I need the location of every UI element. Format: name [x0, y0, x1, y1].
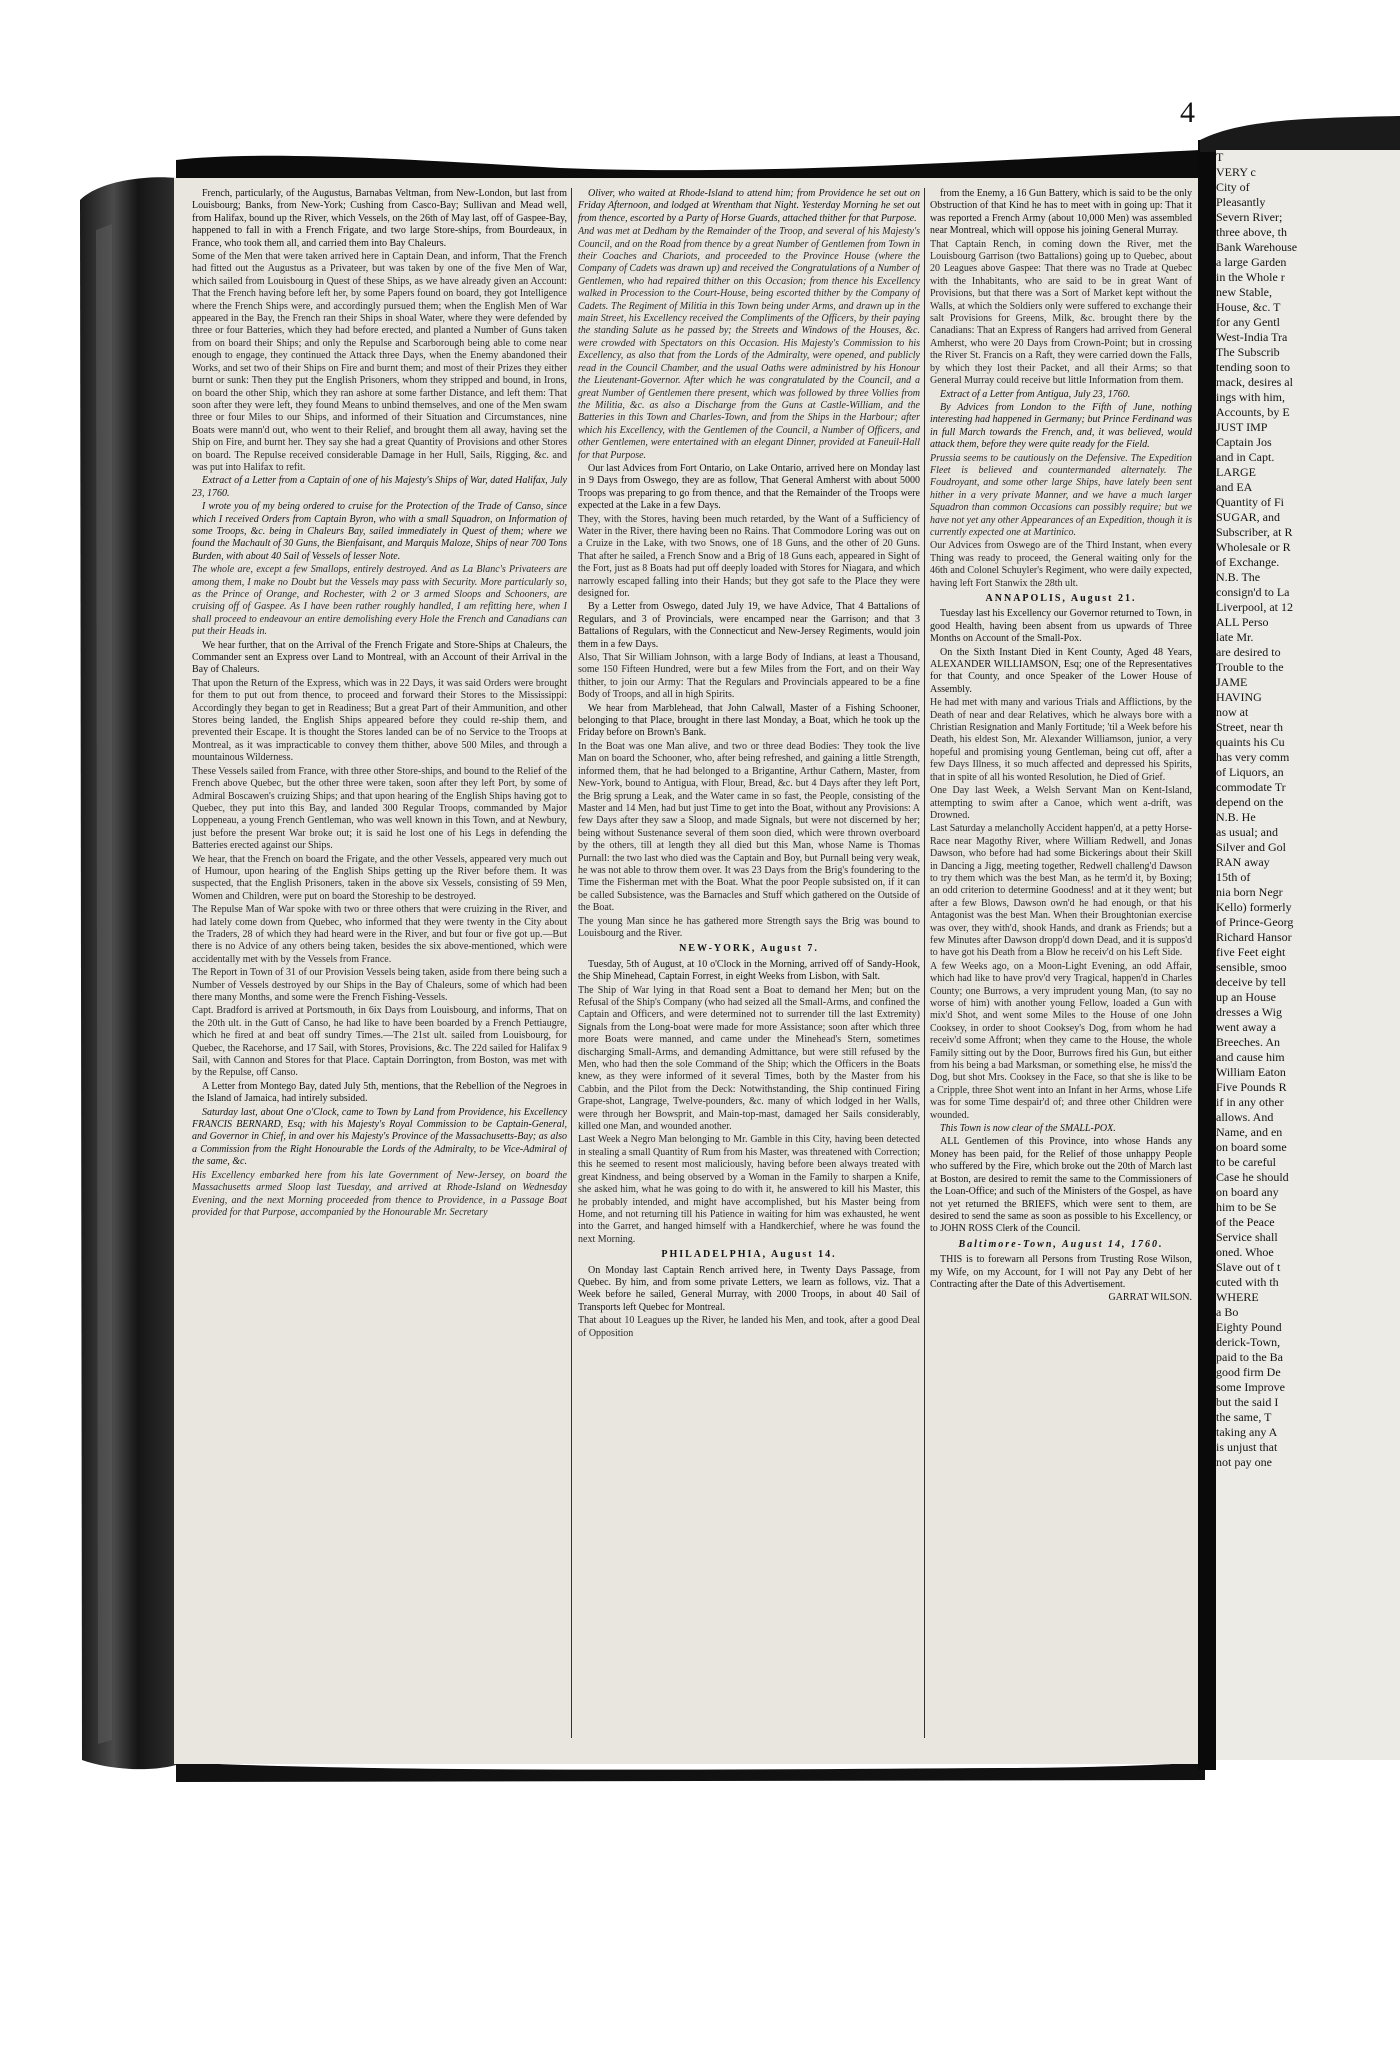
article-paragraph: Prussia seems to be cautiously on the Defensive. The Expedition Fleet is believed and countermanded alternately. The Foudroyant, and some other large Ships, have lately been sent hither in a very private Manner, and we have a much larger Squadron than common Occasions can possibly require; but we have not yet any other Appearances of an Expedition, though it is currently expected one at Martinico. — [930, 452, 1192, 538]
facing-page-line: derick-Town, — [1216, 1335, 1281, 1349]
smallpox-notice: This Town is now clear of the SMALL-POX. — [940, 1123, 1116, 1135]
letter-heading: Extract of a Letter from Antigua, July 23, 1760. — [940, 388, 1131, 400]
dateline-new-york: NEW-YORK, August 7. — [679, 943, 819, 955]
article-paragraph: We hear further, that on the Arrival of the French Frigate and Store-Ships at Chaleurs, the Commander sent an Express over Land to Montreal, with an Account of their Arrival in the Bay of Chaleurs. — [192, 639, 567, 676]
binding-edge — [80, 177, 176, 1769]
facing-page-line: and in Capt. — [1216, 450, 1275, 464]
facing-page-line: not pay one — [1216, 1455, 1272, 1469]
newspaper-page — [174, 178, 1198, 1764]
facing-page-line: a Bo — [1216, 1305, 1239, 1319]
article-paragraph: By a Letter from Oswego, dated July 19, we have Advice, That 4 Battalions of Regulars, and 3 of Provincials, were encamped near the Garrison; and that 3 Battalions of Regulars, with the Connecticut and New-Jersey Regiments, would join them in a few Days. — [578, 601, 920, 650]
facing-page-line: William Eaton — [1216, 1065, 1286, 1079]
article-paragraph: On Monday last Captain Rench arrived here, in Twenty Days Passage, from Quebec. By him, and from some private Letters, we learn as follows, viz. That a Week before he sailed, General Murray, with 2000 Troops, in about 40 Sail of Transports left Quebec for Montreal. — [578, 1264, 920, 1313]
facing-page-line: Captain Jos — [1216, 435, 1272, 449]
facing-page-line: on board any — [1216, 1185, 1279, 1199]
facing-page-line: Breeches. An — [1216, 1035, 1280, 1049]
facing-page-line: late Mr. — [1216, 630, 1254, 644]
facing-page-line: Quantity of Fi — [1216, 495, 1284, 509]
column-rule — [924, 188, 925, 1738]
letter-heading: Extract of a Letter from a Captain of one of his Majesty's Ships of War, dated Halifax, July 23, 1760. — [192, 475, 567, 499]
facing-page-line: of the Peace — [1216, 1215, 1275, 1229]
facing-page-line: on board some — [1216, 1140, 1287, 1154]
facing-page-line: three above, th — [1216, 225, 1287, 239]
article-paragraph: Last Week a Negro Man belonging to Mr. Gamble in this City, having been detected in stealing a small Quantity of Rum from his Master, was threatened with Correction; this he seemed to resent most maliciously, having before been always treated with great Kindness, and being observed by a Woman in the Family to sharpen a Knife, she asked him, what he was going to do with it, he answered to kill his Master, this he probably intended, and might have accomplished, but his Master being from Home, and not returning till his Patience in waiting for him was exhausted, he went into the Garret, and hanged himself with a Handkerchief, where he was found the next Morning. — [578, 1134, 920, 1245]
facing-page-line: Silver and Gol — [1216, 840, 1286, 854]
facing-page-line: went away a — [1216, 1020, 1276, 1034]
facing-page-line: Trouble to the — [1216, 660, 1284, 674]
article-column-3 — [930, 188, 1192, 1748]
facing-page-line: and cause him — [1216, 1050, 1285, 1064]
facing-page-line: mack, desires al — [1216, 375, 1293, 389]
facing-page-line: for any Gentl — [1216, 315, 1280, 329]
facing-page-line: House, &c. T — [1216, 300, 1281, 314]
advertisement-signature: GARRAT WILSON. — [1108, 1292, 1192, 1304]
facing-page-line: Five Pounds R — [1216, 1080, 1287, 1094]
facing-page-line: Accounts, by E — [1216, 405, 1290, 419]
facing-page-line: N.B. The — [1216, 570, 1261, 584]
advertisement-heading: Baltimore-Town, August 14, 1760. — [958, 1238, 1164, 1250]
facing-page-line: Richard Hansor — [1216, 930, 1292, 944]
facing-page-line: Eighty Pound — [1216, 1320, 1282, 1334]
article-paragraph: These Vessels sailed from France, with three other Store-ships, and bound to the Relief of the French above Quebec, but the other three were taken, soon after they left Port, by some of Admiral Boscawen's cruizing Ships; and that upon hearing of the English Ships having got to Quebec, they put into this Bay, and landed 300 Regular Troops, commanded by Major Loppeneau, a young French Gentleman, who was well known in this Town, and at Newbury, just before the present War broke out; it is said he lost one of his Legs in defending the Batteries erected against our Ships. — [192, 765, 567, 852]
facing-page-line: HAVING — [1216, 690, 1262, 704]
facing-page-line: good firm De — [1216, 1365, 1281, 1379]
article-paragraph: Last Saturday a melancholly Accident happen'd, at a petty Horse-Race near Magothy River, where William Redwell, and Jonas Dawson, who before had had some Bickerings about their Skill in Dancing a Jigg, meeting together, Redwell challeng'd Dawson to try them which was the best Man, as he term'd it, by Boxing; an odd criterion to determine Goodness! and at it they went; but after a few Blows, Dawson own'd he had enough, or that his Antagonist was the best Man. When their Broughtonian exercise was over, they with'd, shook Hands, and drank as Friends; but a few Minutes after Dawson dropp'd down Dead, and it is suppos'd to have got his Death from a Blow he receiv'd on his Left Side. — [930, 823, 1192, 959]
article-paragraph: They, with the Stores, having been much retarded, by the Want of a Sufficiency of Water in the River, there having been no Rains. That Commodore Loring was out on a Cruize in the Lake, with two Snows, one of 18 Guns, and the other of 20 Guns. That after he sailed, a French Snow and a Brig of 18 Guns each, appeared in Sight of the Fort, just as 8 Boats had put off deeply loaded with Stores for Niagara, and which narrowly escaped falling into their Hands; but they got safe to the Place they were designed for. — [578, 513, 920, 599]
article-paragraph: The Repulse Man of War spoke with two or three others that were cruizing in the River, and had lately come down from Quebec, who informed that they were twenty in the City about the Traders, 28 of which they had heard were in the River, and but four or five got up.—But there is no Advice of any others being taken, besides the six above-mentioned, which were accidentally met with by the Vessels from France. — [192, 904, 567, 965]
article-paragraph: French, particularly, of the Augustus, Barnabas Veltman, from New-London, but last from Louisbourg; Banks, from New-York; Cushing from Casco-Bay; Sullivan and Mead well, from Halifax, bound up the River, which Vessels, on the 26th of May last, off of Gaspee-Bay, happened to fall in with a French Frigate, and two large Store-ships, from Bourdeaux, in France, who took them all, and carried them into Bay Chaleurs. — [192, 188, 567, 249]
facing-page-line: 15th of — [1216, 870, 1251, 884]
advertisement-fire: ALL Gentlemen of this Province, into whose Hands any Money has been paid, for the Relief of those unhappy People who suffered by the Fire, which broke out the 20th of March last at Boston, are desired to remit the same to the Commissioners of the Loan-Office; and such of the Ministers of the Gospel, as have not yet returned the BRIEFS, which were sent to them, are desired to send the same as soon as possible to his Excellency, or to JOHN ROSS Clerk of the Council. — [930, 1136, 1192, 1235]
facing-page-line: taking any A — [1216, 1425, 1278, 1439]
facing-page-line: are desired to — [1216, 645, 1281, 659]
facing-page-line: is unjust that — [1216, 1440, 1278, 1454]
facing-page-line: Pleasantly — [1216, 195, 1266, 209]
facing-page-line: Street, near th — [1216, 720, 1283, 734]
facing-page-line: sensible, smoo — [1216, 960, 1287, 974]
dateline-annapolis: ANNAPOLIS, August 21. — [985, 593, 1137, 604]
facing-page-line: ALL Perso — [1216, 615, 1269, 629]
facing-page-line: Subscriber, at R — [1216, 525, 1293, 539]
article-paragraph: We hear, that the French on board the Frigate, and the other Vessels, appeared very much out of Humour, upon hearing of the English Ships getting up the River before them. It was suspected, that the English Prisoners, taken in the above six Vessels, consisting of 59 Men, Women and Children, were put on board the Storeship to be destroyed. — [192, 853, 567, 902]
facing-page-line: of Exchange. — [1216, 555, 1280, 569]
article-paragraph: from the Enemy, a 16 Gun Battery, which is said to be the only Obstruction of that Kind he has to meet with in going up: That it was reported a French Army (about 10,000 Men) was assembled near Montreal, which will oppose his joining General Murray. — [930, 188, 1192, 237]
facing-page-line: new Stable, — [1216, 285, 1272, 299]
article-paragraph: And was met at Dedham by the Remainder of the Troop, and several of his Majesty's Council, and on the Road from thence by a great Number of Gentlemen from Town in their Coaches and Chariots, and proceeded to the Province House (where the Company of Cadets was drawn up) and received the Congratulations of a Number of Gentlemen, who had repaired thither on this Occasion; from thence his Excellency walked in Procession to the Court-House, being escorted thither by the Company of Cadets. The Regiment of Militia in this Town being under Arms, and drawn up in the main Street, his Excellency received the Compliments of the Officers, by their paying the standing Salute as he passed by; the Streets and Windows of the Houses, &c. were crowded with Spectators on this Occasion. His Majesty's Commission to his Excellency, as also that from the Lords of the Admiralty, were opened, and publicly read in the Council Chamber, and the usual Oaths were administred by his Honour the Lieutenant-Governor. After which he was congratulated by the Council, and a great Number of Gentlemen there present, which was followed by three Vollies from the Militia, &c. as also a Discharge from the Guns at Castle-William, and the Batteries in this Town and Charles-Town, and from the Ships in the Harbour; after which his Excellency, with the Gentlemen of the Council, a Number of Officers, and other Gentlemen, were entertained with an elegant Dinner, provided at Faneuil-Hall for that Purpose. — [578, 226, 920, 461]
article-paragraph: Tuesday last his Excellency our Governor returned to Town, in good Health, having been absent from us upwards of Three Months on Account of the Small-Pox. — [930, 608, 1192, 645]
article-paragraph: The whole are, except a few Smallops, entirely destroyed. And as La Blanc's Privateers are among them, I make no Doubt but the Vessels may pass with Security. More particularly so, as the Prince of Orange, and Rochester, with 2 or 3 armed Sloops and Schooners, are cruising off of Gaspee. As I have been rather roughly handled, I am refitting here, when I shall proceed to endeavour an entire demolishing every Hole the French and Canadians can put their Heads in. — [192, 564, 567, 638]
facing-page-line: of Liquors, an — [1216, 765, 1284, 779]
facing-page-line: if in any other — [1216, 1095, 1284, 1109]
facing-page-line: to be careful — [1216, 1155, 1276, 1169]
facing-page-line: SUGAR, and — [1216, 510, 1281, 524]
article-paragraph: Saturday last, about One o'Clock, came to Town by Land from Providence, his Excellency FRANCIS BERNARD, Esq; with his Majesty's Royal Commission to be Captain-General, and Governor in Chief, in and over his Majesty's Province of the Massachusetts-Bay; as also a Commission from the Right Honourable the Lords of the Admiralty, to be Vice-Admiral of the same, &c. — [192, 1106, 567, 1168]
advertisement-wilson: THIS is to forewarn all Persons from Trusting Rose Wilson, my Wife, on my Account, for I will not Pay any Debt of her Contracting after the Date of this Advertisement. — [930, 1254, 1192, 1290]
article-paragraph: The young Man since he has gathered more Strength says the Brig was bound to Louisbourg and the River. — [578, 915, 920, 939]
facing-page-line: City of — [1216, 180, 1250, 194]
dateline-philadelphia: PHILADELPHIA, August 14. — [661, 1249, 837, 1261]
facing-page-line: but the said I — [1216, 1395, 1279, 1409]
facing-page-line: commodate Tr — [1216, 780, 1286, 794]
facing-page-line: Liverpool, at 12 — [1216, 600, 1293, 614]
facing-page-line: Kello) formerly — [1216, 900, 1292, 914]
article-paragraph: That upon the Return of the Express, which was in 22 Days, it was said Orders were brought for them to put out from thence, to proceed and forward their Stores to the Mississippi: Accordingly they began to get in Readiness; But a great Part of their Ammunition, and other Stores being landed, the English Ships appeared before they could re-ship them, and prevented their Escape. It is thought the Stores landed can be of no Service to the Troops at Montreal, as it was impracticable to convey them thither, above 500 Miles, and through a mountainous Wilderness. — [192, 677, 567, 764]
article-paragraph: That about 10 Leagues up the River, he landed his Men, and took, after a good Deal of Opposition — [578, 1315, 920, 1339]
facing-page-line: T — [1216, 150, 1224, 164]
facing-page-line: dresses a Wig — [1216, 1005, 1282, 1019]
facing-page-line: paid to the Ba — [1216, 1350, 1283, 1364]
article-column-2 — [578, 188, 920, 1748]
facing-page-line: him to be Se — [1216, 1200, 1277, 1214]
facing-page-line: Severn River; — [1216, 210, 1283, 224]
facing-page-line: West-India Tra — [1216, 330, 1288, 344]
article-paragraph: His Excellency embarked here from his late Government of New-Jersey, on board the Massachusetts armed Sloop last Tuesday, and arrived at Rhode-Island on Wednesday Evening, and the next Morning proceeded from thence to Providence, in a Passage Boat provided for that Purpose, accompanied by the Honourable Mr. Secretary — [192, 1169, 567, 1218]
column-rule — [571, 188, 572, 1738]
facing-page-line: allows. And — [1216, 1110, 1274, 1124]
article-column-1 — [192, 188, 567, 1748]
facing-page-line: LARGE — [1216, 465, 1256, 479]
facing-page-line: Case he should — [1216, 1170, 1289, 1184]
facing-page-line: as usual; and — [1216, 825, 1278, 839]
facing-page-line: some Improve — [1216, 1380, 1285, 1394]
facing-page-line: quaints his Cu — [1216, 735, 1285, 749]
facing-page-line: deceive by tell — [1216, 975, 1286, 989]
facing-page-line: depend on the — [1216, 795, 1284, 809]
page-number: 4 — [1180, 96, 1195, 129]
facing-page-line: tending soon to — [1216, 360, 1290, 374]
article-paragraph: Also, That Sir William Johnson, with a large Body of Indians, at least a Thousand, some 150 Fifteen Hundred, were but a few Miles from the Fort, and on their Way thither, to join our Army: That the Regulars and Provincials appeared to be a fine Body of Troops, and all in high Spirits. — [578, 652, 920, 701]
facing-page-line: of Prince-Georg — [1216, 915, 1294, 929]
article-paragraph: The Report in Town of 31 of our Provision Vessels being taken, aside from there being such a Number of Vessels destroyed by our Ships in the Bay of Chaleurs, some of which had been there many Months, and some were the French Fishing-Vessels. — [192, 967, 567, 1003]
facing-page-column — [1216, 150, 1400, 1760]
facing-page-line: the same, T — [1216, 1410, 1272, 1424]
article-paragraph: Tuesday, 5th of August, at 10 o'Clock in the Morning, arrived off of Sandy-Hook, the Ship Minehead, Captain Forrest, in eight Weeks from Lisbon, with Salt. — [578, 958, 920, 983]
article-paragraph: Our last Advices from Fort Ontario, on Lake Ontario, arrived here on Monday last in 9 Days from Oswego, they are as follow, That General Amherst with about 5000 Troops was preparing to go from thence, and that the Remainder of the Troops were expected at the Lake in a few Days. — [578, 462, 920, 512]
article-paragraph: On the Sixth Instant Died in Kent County, Aged 48 Years, ALEXANDER WILLIAMSON, Esq; one of the Representatives for that County, and once Speaker of the Lower House of Assembly. — [930, 646, 1192, 695]
facing-page-line: now at — [1216, 705, 1249, 719]
facing-page-line: JUST IMP — [1216, 420, 1268, 434]
facing-page-line: up an House — [1216, 990, 1276, 1004]
article-paragraph: By Advices from London to the Fifth of June, nothing interesting had happened in Germany; but Prince Ferdinand was in full March towards the French, and, it was believed, would attack them, before they were quite ready for the Field. — [930, 401, 1192, 451]
facing-page-line: has very comm — [1216, 750, 1290, 764]
facing-page-line: Wholesale or R — [1216, 540, 1291, 554]
article-paragraph: Our Advices from Oswego are of the Third Instant, when every Thing was ready to proceed, the General waiting only for the 46th and Colonel Schuyler's Regiment, who were daily expected, having left Fort Stanwix the 28th ult. — [930, 540, 1192, 589]
facing-page-line: and EA — [1216, 480, 1253, 494]
facing-page-line: ings with him, — [1216, 390, 1286, 404]
facing-page-line: nia born Negr — [1216, 885, 1283, 899]
article-paragraph: One Day last Week, a Welsh Servant Man on Kent-Island, attempting to swim after a Canoe, which went a-drift, was Drowned. — [930, 785, 1192, 821]
article-paragraph: A Letter from Montego Bay, dated July 5th, mentions, that the Rebellion of the Negroes in the Island of Jamaica, had intirely subsided. — [192, 1080, 567, 1105]
facing-page-line: oned. Whoe — [1216, 1245, 1274, 1259]
article-paragraph: We hear from Marblehead, that John Calwall, Master of a Fishing Schooner, belonging to that Place, brought in there last Monday, a Boat, which he took up the Friday before on Brown's Bank. — [578, 702, 920, 739]
facing-page-line: Bank Warehouse — [1216, 240, 1298, 254]
article-paragraph: In the Boat was one Man alive, and two or three dead Bodies: They took the live Man on board the Schooner, who, after being refreshed, and gaining a little Strength, informed them, that he had belonged to a Brigantine, Arthur Cathern, Master, from New-York, bound to Antigua, with Flour, Bread, &c. but 4 Days after they left Port, the Brig sprung a Leak, and the Water came in so fast, the People, consisting of the Master and 14 Men, had but just Time to get into the Boat, without any Provisions: A few Days after they saw a Sloop, and made Signals, but were not discerned by her; being without Sustenance several of them soon died, which were thrown overboard by the others, till at length they all died but this Man, whose Name is Thomas Purnall: the two last who died was the Captain and Boy, but Purnall being very weak, he was not able to throw them over. It was 23 Days from the Brig's foundering to the Time the Fisherman met with the Boat. What the poor People subsisted on, if it can be called Subsistence, was the Barnacles and Stuff which gathered on the Outside of the Boat. — [578, 740, 920, 914]
facing-page-line: Name, and en — [1216, 1125, 1283, 1139]
facing-page-line: Slave out of t — [1216, 1260, 1281, 1274]
facing-page-line: N.B. He — [1216, 810, 1256, 824]
facing-page-line: The Subscrib — [1216, 345, 1280, 359]
article-paragraph: A few Weeks ago, on a Moon-Light Evening, an odd Affair, which had like to have prov'd very Tragical, happen'd in Charles County; one Burrows, a very imprudent young Man, (to say no worse of him) with another young Fellow, loaded a Gun with mix'd Shot, and went some Miles to the House of one John Cooksey, in order to shoot Cooksey's Dog, from whom he had receiv'd some Affront; when they came to the House, the whole Family sitting out by the Door, Burrows fired his Gun, but either from his being a bad Marksman, or something else, he miss'd the Dog, but shot Mrs. Cooksey in the Face, so that she is like to be a Cripple, three Shot went into an Infant in her Arms, whose Life was for some Time despair'd of; and three other Children were wounded. — [930, 960, 1192, 1121]
facing-page-line: Service shall — [1216, 1230, 1278, 1244]
facing-page-line: JAME — [1216, 675, 1248, 689]
facing-page-line: five Feet eight — [1216, 945, 1286, 959]
article-paragraph: Capt. Bradford is arrived at Portsmouth, in 6ix Days from Louisbourg, and informs, That on the 20th ult. in the Gutt of Canso, he had like to have been boarded by a French Pettiaugre, which he fired at and beat off sundry Times.—The 21st ult. sailed from Louisbourg, for Quebec, the Racehorse, and 17 Sail, with Stores, Provisions, &c. The 22d sailed for Halifax 9 Sail, with Cannon and Stores for that Place. Captain Dorrington, from Boston, was met with by the Repulse, off Canso. — [192, 1005, 567, 1079]
facing-page-line: consign'd to La — [1216, 585, 1290, 599]
facing-page-line: RAN away — [1216, 855, 1270, 869]
article-paragraph: I wrote you of my being ordered to cruise for the Protection of the Trade of Canso, since which I received Orders from Captain Byron, who with a small Squadron, on Information of some Troops, &c. being in Chaleurs Bay, sailed immediately in Quest of them; where we found the Machault of 30 Guns, the Bienfaisant, and Marquis Maloze, Ships of near 700 Tons Burden, with about 40 Sail of Vessels of lesser Note. — [192, 501, 567, 562]
facing-page-line: WHERE — [1216, 1290, 1259, 1304]
article-paragraph: Oliver, who waited at Rhode-Island to attend him; from Providence he set out on Friday Afternoon, and lodged at Wrentham that Night. Yesterday Morning he set out from thence, escorted by a Party of Horse Guards, attached thither for that Purpose. — [578, 188, 920, 224]
article-paragraph: He had met with many and various Trials and Afflictions, by the Death of near and dear Relatives, which he always bore with a Christian Resignation and Manly Fortitude; 'til a Week before his Death, his eldest Son, Mr. Alexander Williamson, junior, a very hopeful and promising young Gentleman, being cut off, after a few Days Illness, it so much affected and depressed his Spirits, that in spite of all his wonted Resolution, he Died of Grief. — [930, 697, 1192, 783]
article-paragraph: That Captain Rench, in coming down the River, met the Louisbourg Garrison (two Battalions) going up to Quebec, about 20 Leagues above Gaspee: That there was no Trade at Quebec with the Inhabitants, who are said to be in great Want of Provisions, but that there was a Sort of Market kept without the Walls, at which the Soldiers only were suffered to exchange their salt Provisions for Greens, Milk, &c. brought there by the Canadians: That an Express of Rangers had arrived from General Amherst, who were 20 Days from Crown-Point; but in crossing the River St. Francis on a Raft, they were carried down the Falls, by which they lost their Packet, and all their Arms; so that General Murray could receive but little Information from them. — [930, 238, 1192, 387]
article-paragraph: The Ship of War lying in that Road sent a Boat to demand her Men; but on the Refusal of the Ship's Company (who had seized all the Small-Arms, and confined the Captain and Officers, and were determined not to surrender till the last Extremity) Signals from the Long-boat were made for more Assistance; soon after which three more Boats were manned, and came under the Minehead's Stern, sometimes discharging Small-Arms, and demanding Admittance, but were still refused by the Men, who had then the sole Command of the Ship; which the Officers in the Boats knew, as they were informed of it several Times, both by the Master from his Cabbin, and the Pilot from the Deck: Notwithstanding, the Ship continued Firing Grape-shot, Langrage, Twelve-pounders, &c. many of which lodged in her Walls, were through her Bowsprit, and Main-top-mast, damaged her Sails considerably, killed one Man, and wounded another. — [578, 984, 920, 1133]
facing-page-line: in the Whole r — [1216, 270, 1285, 284]
facing-page-line: a large Garden — [1216, 255, 1287, 269]
article-paragraph: Some of the Men that were taken arrived here in Captain Dean, and inform, That the French had fitted out the Augustus as a Privateer, but was taken by one of the five Men of War, which sailed from Louisbourg in Quest of these Ships, as we have already given an Account: That the French having before left her, by some Papers found on board, they got Intelligence where the French Ships were, and accordingly pursued them; when the English Men of War appeared in the Bay, the French ran their Ships in shoal Water, where they were defended by three or four Batteries, which they had before erected, and planted a Number of Guns taken from on board their Ships; and only the Repulse and Scarborough being able to come near enough to engage, they continued the Attack three Days, when the Enemy abandoned their Works, and set two of their Ships on Fire and burnt them; and most of their Prizes they either burnt or sunk: Then they put the English Prisoners, whom they stripped and bound, in Irons, on board the other Ship, which they ran ashore at some farther Distance, and left them: That soon after they were left, they found Means to unbind themselves, and one of the Men swam three or four Miles to our Ships, and informed of their Situation and Circumstances, nine Boats were mann'd out, who went to their Relief, and brought them all away, having set the Ship on Fire, and burnt her. They say she had a great Quantity of Provisions and other Stores on board. The Repulse received considerable Damage in her Hull, Sails, Rigging, &c. and was put into Halifax to refit. — [192, 251, 567, 473]
facing-page-line: VERY c — [1216, 165, 1256, 179]
facing-page-line: cuted with th — [1216, 1275, 1279, 1289]
